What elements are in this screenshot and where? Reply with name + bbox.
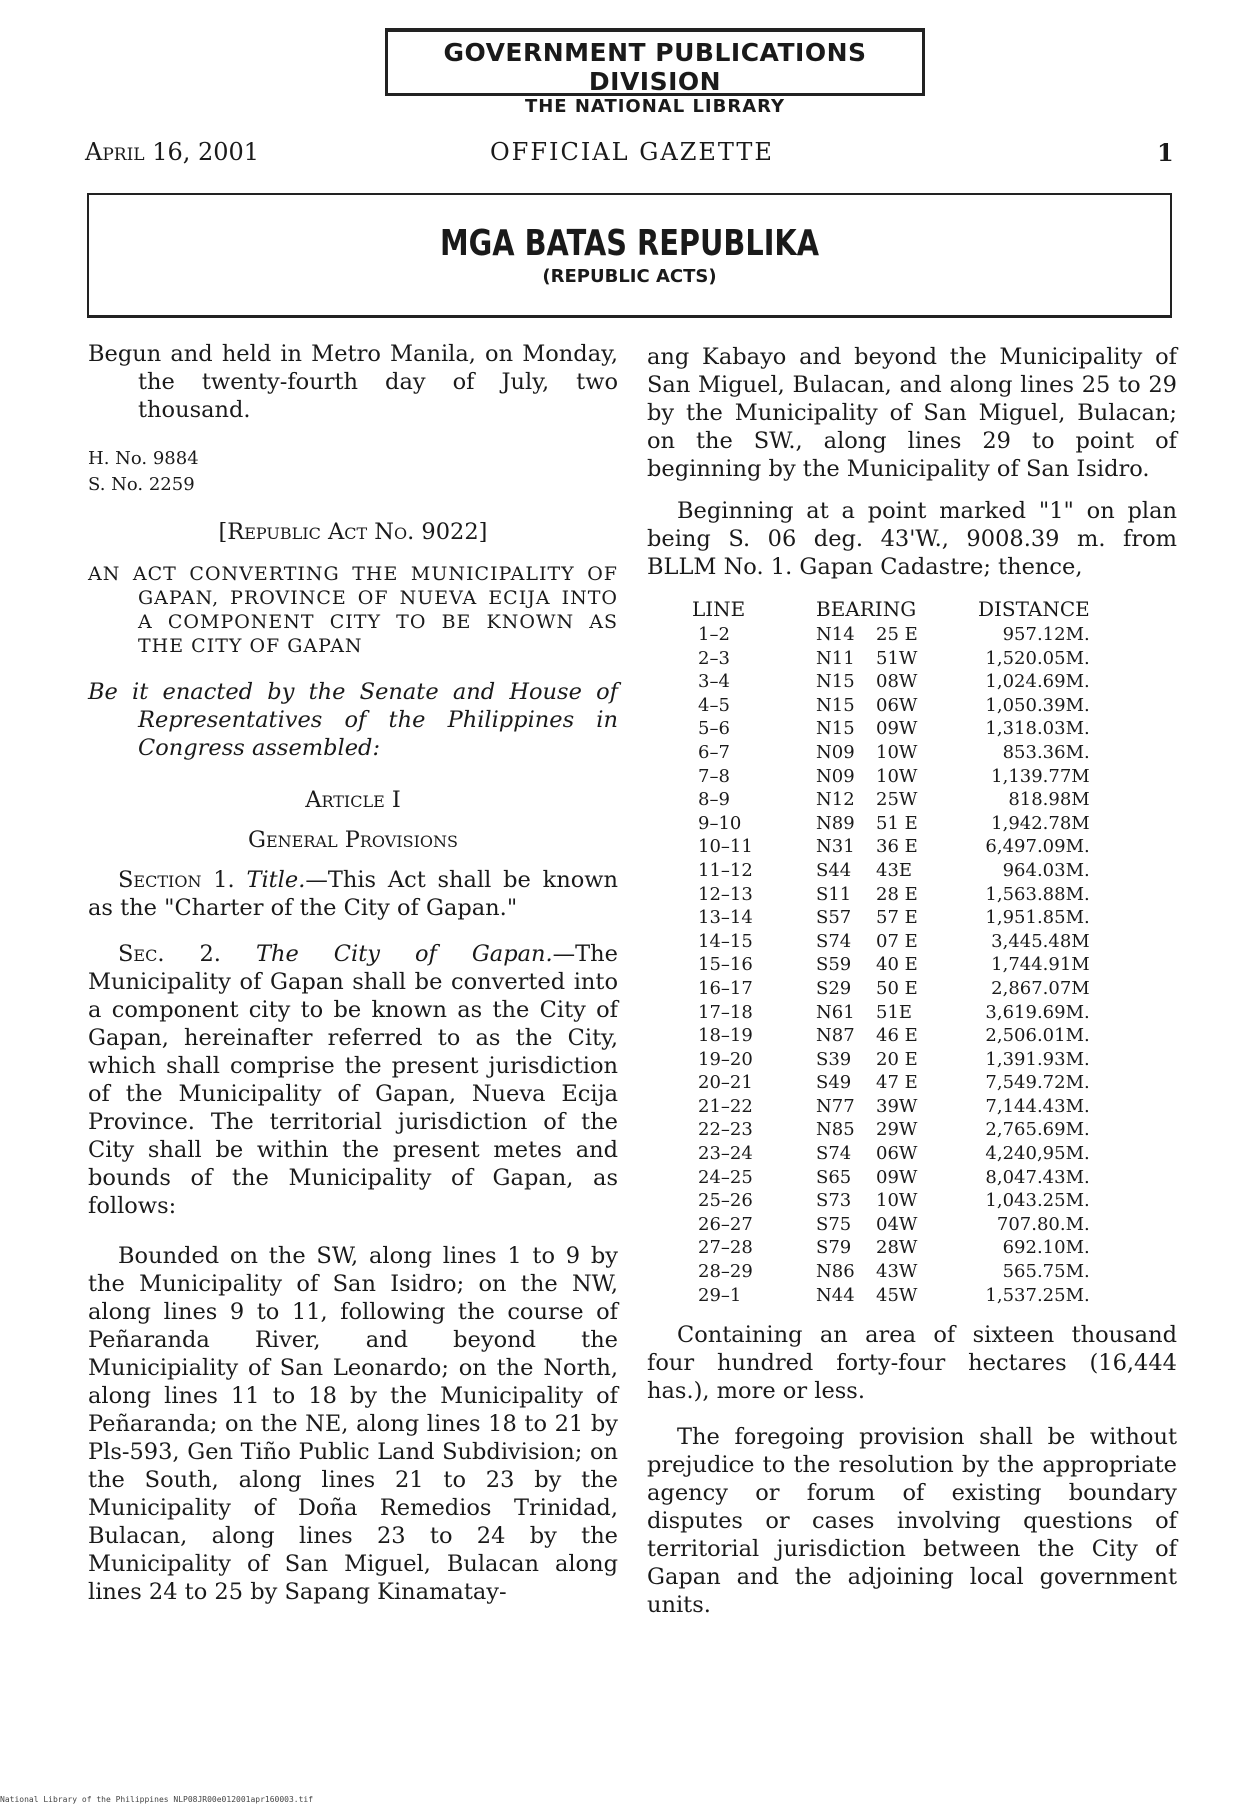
bearing-direction-cell: S39 bbox=[816, 1048, 852, 1070]
distance-cell: 707.80.M. bbox=[996, 1213, 1090, 1235]
bearing-direction-cell: N12 bbox=[816, 789, 855, 811]
table-row bbox=[692, 1166, 1090, 1190]
session-paragraph: Begun and held in Metro Manila, on Monday, the twenty-fourth day of July, two thousand. bbox=[88, 341, 618, 423]
bearing-direction-cell: S74 bbox=[816, 1143, 852, 1165]
bearing-angle-cell: 45W bbox=[876, 1284, 918, 1306]
distance-cell: 1,744.91M bbox=[991, 954, 1090, 976]
republic-act-number: [Republic Act No. 9022] bbox=[218, 519, 488, 545]
bearing-angle-cell: 46 E bbox=[876, 1025, 918, 1047]
bearing-angle-cell: 04W bbox=[876, 1213, 918, 1235]
bearing-angle-cell: 43W bbox=[876, 1261, 918, 1283]
scan-footer: National Library of the Philippines NLP08JR00e012001apr160003.tif bbox=[0, 1795, 314, 1804]
table-row bbox=[692, 977, 1090, 1001]
table-row bbox=[692, 1001, 1090, 1025]
distance-cell: 1,391.93M. bbox=[985, 1048, 1090, 1070]
line-cell: 4–5 bbox=[698, 694, 730, 716]
distance-cell: 692.10M. bbox=[1002, 1237, 1090, 1259]
section-2-title: The City of Gapan. bbox=[255, 941, 553, 967]
distance-cell: 853.36M. bbox=[1002, 741, 1090, 763]
bearing-direction-cell: N86 bbox=[816, 1261, 855, 1283]
distance-cell: 1,024.69M. bbox=[985, 671, 1090, 693]
section-2-text: —The Municipality of Gapan shall be converted into a component city to be known as the City of Gapan, hereinafter referred to as the City, which shall comprise the present jurisdiction of the Municipality of Gapan, Nueva Ecija Province. The territorial jurisdiction of the City shall be within the present metes and bounds of the Municipality of Gapan, as follows: bbox=[88, 941, 618, 1219]
distance-cell: 2,867.07M bbox=[991, 977, 1090, 999]
line-cell: 11–12 bbox=[698, 859, 753, 881]
distance-cell: 1,537.25M. bbox=[985, 1284, 1090, 1306]
header-distance: DISTANCE bbox=[978, 597, 1090, 621]
stamp-line-2: THE NATIONAL LIBRARY bbox=[524, 96, 786, 117]
line-cell: 24–25 bbox=[698, 1166, 753, 1188]
bearing-angle-cell: 57 E bbox=[876, 907, 918, 929]
section-1 bbox=[88, 866, 618, 922]
line-cell: 23–24 bbox=[698, 1143, 753, 1165]
library-stamp bbox=[385, 28, 925, 117]
bearing-direction-cell: N85 bbox=[816, 1119, 855, 1141]
area-paragraph: Containing an area of sixteen thousand four hundred forty-four hectares (16,444 has.), more or less. bbox=[647, 1322, 1177, 1405]
bearing-direction-cell: N61 bbox=[816, 1001, 855, 1023]
table-row bbox=[692, 1118, 1090, 1142]
publication-name: OFFICIAL GAZETTE bbox=[490, 138, 774, 166]
table-row bbox=[692, 1071, 1090, 1095]
line-cell: 9–10 bbox=[698, 812, 742, 834]
distance-cell: 1,563.88M. bbox=[985, 883, 1090, 905]
table-row bbox=[692, 812, 1090, 836]
table-row bbox=[692, 788, 1090, 812]
distance-cell: 1,951.85M. bbox=[985, 907, 1090, 929]
header-bearing: BEARING bbox=[816, 597, 917, 621]
senate-bill-number: S. No. 2259 bbox=[88, 474, 195, 495]
general-provisions-heading: General Provisions bbox=[248, 827, 458, 853]
bearing-direction-cell: S79 bbox=[816, 1237, 852, 1259]
line-cell: 27–28 bbox=[698, 1237, 753, 1259]
bearing-angle-cell: 43E bbox=[876, 859, 913, 881]
bearing-direction-cell: N15 bbox=[816, 718, 855, 740]
bearing-angle-cell: 40 E bbox=[876, 954, 918, 976]
table-row bbox=[692, 741, 1090, 765]
table-row bbox=[692, 694, 1090, 718]
bearing-direction-cell: S59 bbox=[816, 954, 852, 976]
boundaries-paragraph: Bounded on the SW, along lines 1 to 9 by the Municipality of San Isidro; on the NW, along lines 9 to 11, following the course of Peñaranda River, and beyond the Municipiality of San Leonardo; on the North, along lines 11 to 18 by the Municipality of Peñaranda; on the NE, along lines 18 to 21 by Pls-593, Gen Tiño Public Land Subdivision; on the South, along lines 21 to 23 by the Municipality of Doña Remedios Trinidad, Bulacan, along lines 23 to 24 by the Municipality of San Miguel, Bulacan along lines 24 to 25 by Sapang Kinamatay- bbox=[88, 1243, 618, 1605]
bearing-direction-cell: N15 bbox=[816, 671, 855, 693]
table-row bbox=[692, 1024, 1090, 1048]
distance-cell: 1,043.25M. bbox=[985, 1190, 1090, 1212]
bearing-direction-cell: S74 bbox=[816, 930, 852, 952]
distance-cell: 7,549.72M. bbox=[985, 1072, 1090, 1094]
distance-cell: 1,139.77M bbox=[991, 765, 1090, 787]
distance-cell: 6,497.09M. bbox=[985, 836, 1090, 858]
stamp-line-1: GOVERNMENT PUBLICATIONS DIVISION bbox=[443, 38, 867, 96]
line-cell: 1–2 bbox=[698, 624, 730, 645]
bearing-direction-cell: S11 bbox=[816, 883, 852, 905]
line-cell: 14–15 bbox=[698, 930, 753, 952]
bearing-direction-cell: N11 bbox=[816, 647, 855, 669]
bearing-angle-cell: 51E bbox=[876, 1001, 913, 1023]
table-row bbox=[692, 1142, 1090, 1166]
bearing-direction-cell: N31 bbox=[816, 836, 855, 858]
distance-cell: 4,240,95M. bbox=[985, 1143, 1090, 1165]
line-cell: 28–29 bbox=[698, 1261, 753, 1283]
bearing-angle-cell: 06W bbox=[876, 1143, 918, 1165]
line-cell: 13–14 bbox=[698, 907, 753, 929]
bearing-angle-cell: 51W bbox=[876, 647, 918, 669]
table-row bbox=[692, 1213, 1090, 1237]
bearing-angle-cell: 25W bbox=[876, 789, 918, 811]
bearings-table bbox=[692, 595, 1090, 1307]
bearing-angle-cell: 07 E bbox=[876, 930, 918, 952]
line-cell: 26–27 bbox=[698, 1213, 753, 1235]
distance-cell: 818.98M bbox=[1008, 789, 1090, 811]
line-cell: 29–1 bbox=[698, 1284, 742, 1306]
header-line: LINE bbox=[692, 597, 746, 621]
table-row bbox=[692, 883, 1090, 907]
table-row bbox=[692, 670, 1090, 694]
distance-cell: 957.12M. bbox=[1002, 624, 1090, 645]
bearing-angle-cell: 08W bbox=[876, 671, 918, 693]
bearing-angle-cell: 20 E bbox=[876, 1048, 918, 1070]
article-heading: Article I bbox=[305, 787, 401, 813]
table-row bbox=[692, 717, 1090, 741]
line-cell: 12–13 bbox=[698, 883, 753, 905]
line-cell: 21–22 bbox=[698, 1095, 753, 1117]
bearing-direction-cell: S44 bbox=[816, 859, 852, 881]
section-2 bbox=[88, 940, 618, 1220]
bearing-angle-cell: 36 E bbox=[876, 836, 918, 858]
bearing-angle-cell: 09W bbox=[876, 1166, 918, 1188]
section-1-text: —This Act shall be known as the "Charter of the City of Gapan." bbox=[88, 867, 618, 921]
distance-cell: 2,765.69M. bbox=[985, 1119, 1090, 1141]
bearing-direction-cell: S75 bbox=[816, 1213, 852, 1235]
bearing-direction-cell: N09 bbox=[816, 765, 855, 787]
line-cell: 8–9 bbox=[698, 789, 730, 811]
table-row bbox=[692, 765, 1090, 789]
distance-cell: 1,942.78M bbox=[991, 812, 1090, 834]
bearing-direction-cell: S57 bbox=[816, 907, 852, 929]
bearing-angle-cell: 10W bbox=[876, 741, 918, 763]
line-cell: 10–11 bbox=[698, 836, 753, 858]
bearing-direction-cell: N09 bbox=[816, 741, 855, 763]
bearing-direction-cell: S73 bbox=[816, 1190, 852, 1212]
bearing-angle-cell: 51 E bbox=[876, 812, 918, 834]
bearing-direction-cell: N15 bbox=[816, 694, 855, 716]
prejudice-paragraph: The foregoing provision shall be without prejudice to the resolution by the appropriate agency or forum of existing boundary disputes or cases involving questions of territorial jurisdiction between the City of Gapan and the adjoining local government units. bbox=[647, 1424, 1177, 1619]
distance-cell: 1,318.03M. bbox=[985, 718, 1090, 740]
bearing-angle-cell: 47 E bbox=[876, 1072, 918, 1094]
bearing-angle-cell: 25 E bbox=[876, 624, 918, 645]
bearing-angle-cell: 06W bbox=[876, 694, 918, 716]
house-bill-number: H. No. 9884 bbox=[88, 448, 199, 469]
bearing-direction-cell: N77 bbox=[816, 1095, 855, 1117]
line-cell: 3–4 bbox=[698, 671, 730, 693]
section-2-label: Sec. 2. bbox=[118, 941, 221, 967]
distance-cell: 1,050.39M. bbox=[985, 694, 1090, 716]
distance-cell: 7,144.43M. bbox=[985, 1095, 1090, 1117]
bearing-direction-cell: N87 bbox=[816, 1025, 855, 1047]
bearing-angle-cell: 28W bbox=[876, 1237, 918, 1259]
section-1-label: Section 1. bbox=[118, 867, 235, 893]
banner-subtitle: (REPUBLIC ACTS) bbox=[542, 266, 717, 287]
right-column bbox=[647, 343, 1177, 1619]
bearing-angle-cell: 50 E bbox=[876, 977, 918, 999]
distance-cell: 2,506.01M. bbox=[985, 1025, 1090, 1047]
issue-date: April 16, 2001 bbox=[85, 138, 260, 166]
line-cell: 15–16 bbox=[698, 954, 753, 976]
table-row bbox=[692, 647, 1090, 671]
table-row bbox=[692, 1284, 1090, 1308]
bearing-direction-cell: S49 bbox=[816, 1072, 852, 1094]
table-header-row bbox=[692, 595, 1090, 623]
left-column bbox=[88, 340, 618, 1606]
bearing-direction-cell: N44 bbox=[816, 1284, 855, 1306]
distance-cell: 1,520.05M. bbox=[985, 647, 1090, 669]
table-row bbox=[692, 835, 1090, 859]
distance-cell: 3,619.69M. bbox=[985, 1001, 1090, 1023]
line-cell: 2–3 bbox=[698, 647, 730, 669]
bearing-angle-cell: 10W bbox=[876, 765, 918, 787]
enacting-clause: Be it enacted by the Senate and House of Representatives of the Philippines in Congress assembled: bbox=[88, 679, 618, 761]
table-row bbox=[692, 930, 1090, 954]
table-row bbox=[692, 1236, 1090, 1260]
bearing-direction-cell: S29 bbox=[816, 977, 852, 999]
boundaries-continued: ang Kabayo and beyond the Municipality of San Miguel, Bulacan, and along lines 25 to 29 by the Municipality of San Miguel, Bulacan; on the SW., along lines 29 to point of beginning by the Municipality of San Isidro. bbox=[647, 344, 1177, 482]
table-row bbox=[692, 953, 1090, 977]
bearing-angle-cell: 29W bbox=[876, 1119, 918, 1141]
distance-cell: 565.75M. bbox=[1002, 1261, 1090, 1283]
line-cell: 5–6 bbox=[698, 718, 730, 740]
bearing-angle-cell: 10W bbox=[876, 1190, 918, 1212]
line-cell: 6–7 bbox=[698, 741, 730, 763]
distance-cell: 8,047.43M. bbox=[985, 1166, 1090, 1188]
line-cell: 19–20 bbox=[698, 1048, 753, 1070]
line-cell: 18–19 bbox=[698, 1025, 753, 1047]
bearing-angle-cell: 09W bbox=[876, 718, 918, 740]
line-cell: 17–18 bbox=[698, 1001, 753, 1023]
table-row bbox=[692, 623, 1090, 647]
distance-cell: 964.03M. bbox=[1002, 859, 1090, 881]
line-cell: 7–8 bbox=[698, 765, 730, 787]
line-cell: 22–23 bbox=[698, 1119, 753, 1141]
act-title: AN ACT CONVERTING THE MUNICIPALITY OF GAPAN, PROVINCE OF NUEVA ECIJA INTO A COMPONENT CITY TO BE KNOWN AS THE CITY OF GAPAN bbox=[88, 563, 618, 657]
point-of-beginning: Beginning at a point marked "1" on plan being S. 06 deg. 43'W., 9008.39 m. from BLLM No. 1. Gapan Cadastre; thence, bbox=[647, 498, 1177, 580]
bearing-direction-cell: S65 bbox=[816, 1166, 852, 1188]
line-cell: 25–26 bbox=[698, 1190, 753, 1212]
section-1-title: Title. bbox=[246, 867, 306, 893]
page-number: 1 bbox=[1157, 138, 1174, 167]
table-row bbox=[692, 859, 1090, 883]
table-row bbox=[692, 1095, 1090, 1119]
table-row bbox=[692, 1260, 1090, 1284]
bearing-direction-cell: N89 bbox=[816, 812, 855, 834]
banner-title: MGA BATAS REPUBLIKA bbox=[439, 223, 820, 264]
table-row bbox=[692, 906, 1090, 930]
line-cell: 16–17 bbox=[698, 977, 753, 999]
table-row bbox=[692, 1048, 1090, 1072]
section-banner bbox=[87, 193, 1172, 318]
table-row bbox=[692, 1189, 1090, 1213]
bearing-direction-cell: N14 bbox=[816, 624, 855, 645]
distance-cell: 3,445.48M bbox=[991, 930, 1090, 952]
bearing-angle-cell: 28 E bbox=[876, 883, 918, 905]
line-cell: 20–21 bbox=[698, 1072, 753, 1094]
bearing-angle-cell: 39W bbox=[876, 1095, 918, 1117]
